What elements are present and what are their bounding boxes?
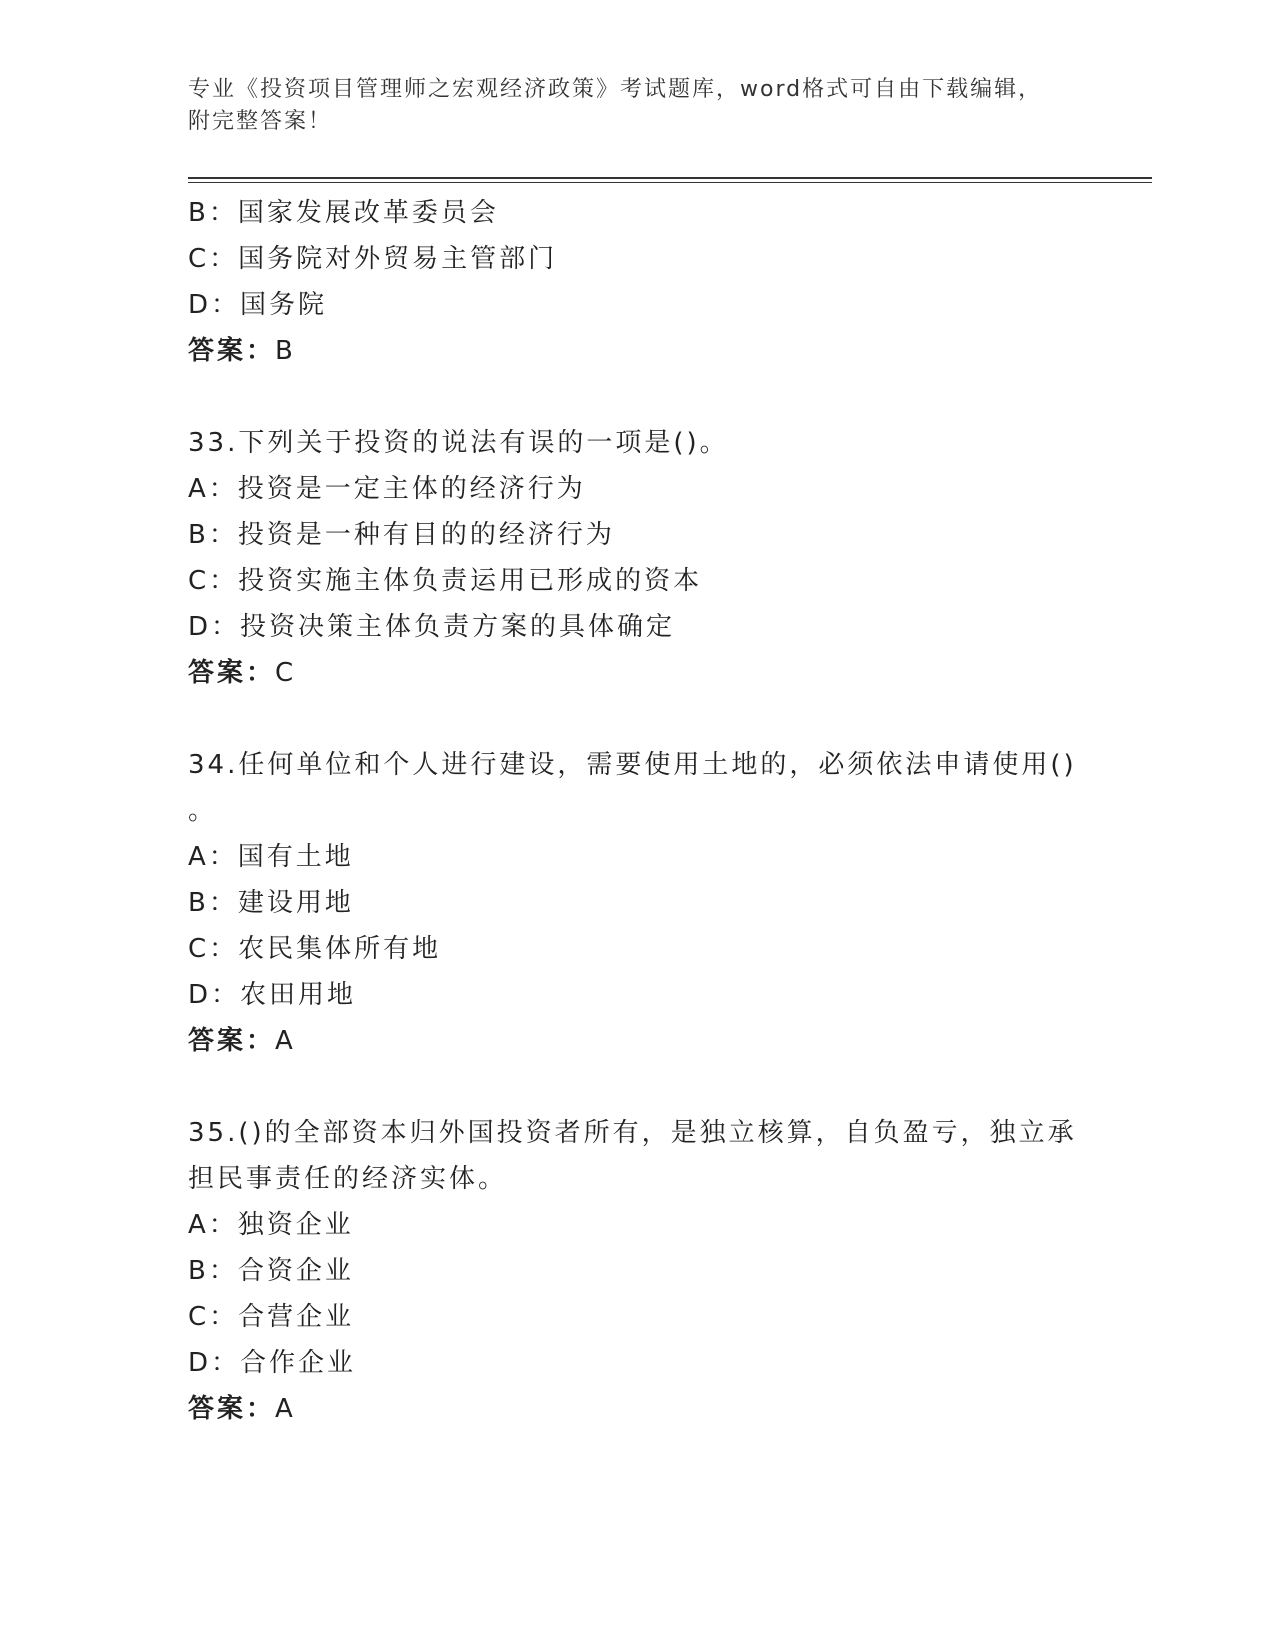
answer-label: 答案： xyxy=(188,658,276,688)
spacer xyxy=(188,1064,1088,1110)
option-c: C：投资实施主体负责运用已形成的资本 xyxy=(188,566,703,596)
answer-value: A xyxy=(275,1026,296,1056)
option-a: A：独资企业 xyxy=(188,1210,354,1240)
answer-line xyxy=(188,1018,1088,1064)
header-rule-thick xyxy=(188,177,1152,179)
option-a: A：国有土地 xyxy=(188,842,354,872)
option-b: B：建设用地 xyxy=(188,888,354,918)
question-stem-line-1: 35.()的全部资本归外国投资者所有，是独立核算，自负盈亏，独立承 xyxy=(188,1118,1077,1148)
option-d: D：国务院 xyxy=(188,290,328,320)
question-32 xyxy=(188,190,1088,374)
option-b: B：合资企业 xyxy=(188,1256,354,1286)
answer-line xyxy=(188,1386,1088,1432)
option-d: D：投资决策主体负责方案的具体确定 xyxy=(188,612,676,642)
option-d: D：农田用地 xyxy=(188,980,357,1010)
answer-label: 答案： xyxy=(188,1026,276,1056)
option-c: C：合营企业 xyxy=(188,1302,355,1332)
answer-line xyxy=(188,328,1088,374)
option-b: B：投资是一种有目的的经济行为 xyxy=(188,520,615,550)
answer-value: A xyxy=(275,1394,296,1424)
answer-value: C xyxy=(275,658,297,688)
answer-line xyxy=(188,650,1088,696)
question-stem-line-2: 。 xyxy=(188,796,218,826)
question-33 xyxy=(188,420,1088,696)
question-35 xyxy=(188,1110,1088,1432)
question-34 xyxy=(188,742,1088,1064)
question-list xyxy=(188,190,1088,1432)
option-c: C：国务院对外贸易主管部门 xyxy=(188,244,558,274)
question-stem-line-2: 担民事责任的经济实体。 xyxy=(188,1164,508,1194)
question-stem: 33.下列关于投资的说法有误的一项是()。 xyxy=(188,428,729,458)
option-b: B：国家发展改革委员会 xyxy=(188,198,499,228)
answer-value: B xyxy=(275,336,296,366)
header-rule-thin xyxy=(188,182,1152,183)
question-stem-line-1: 34.任何单位和个人进行建设，需要使用土地的，必须依法申请使用() xyxy=(188,750,1077,780)
answer-label: 答案： xyxy=(188,1394,276,1424)
header-line-2: 附完整答案！ xyxy=(188,109,333,134)
spacer xyxy=(188,374,1088,420)
spacer xyxy=(188,696,1088,742)
option-d: D：合作企业 xyxy=(188,1348,357,1378)
option-a: A：投资是一定主体的经济行为 xyxy=(188,474,586,504)
answer-label: 答案： xyxy=(188,336,276,366)
option-c: C：农民集体所有地 xyxy=(188,934,442,964)
document-header xyxy=(188,74,1088,138)
header-line-1: 专业《投资项目管理师之宏观经济政策》考试题库，word格式可自由下载编辑， xyxy=(188,77,1043,102)
